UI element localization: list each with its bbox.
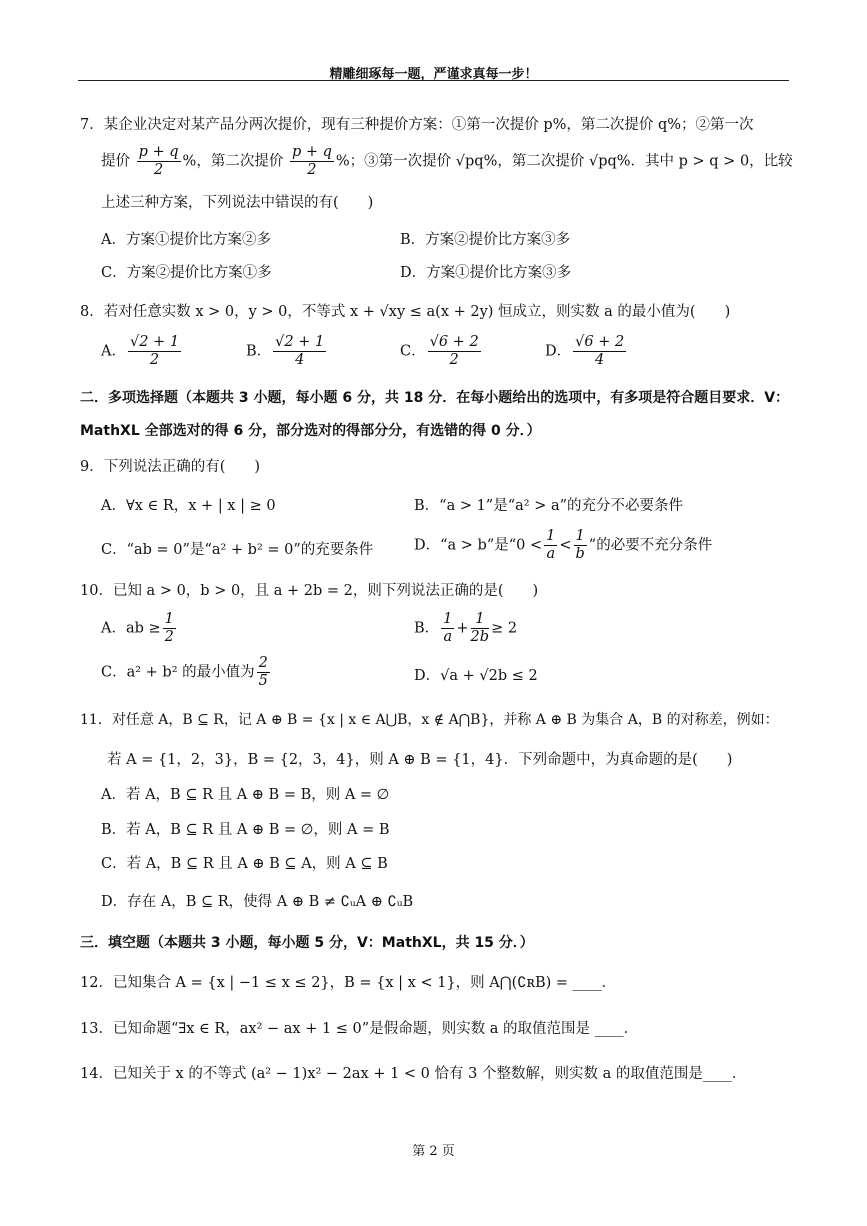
q8-option-a: A． $\frac{√2 + 1}{2}$ bbox=[101, 334, 180, 368]
q10-stem: 10．已知 a > 0，b > 0，且 a + 2b = 2，则下列说法正确的是( ) bbox=[80, 583, 539, 599]
q8-stem: 8．若对任意实数 x > 0，y > 0，不等式 x + √xy ≤ a(x + 2y) 恒成立，则实数 a 的最小值为( ) bbox=[80, 304, 731, 320]
q7-line1: 7．某企业决定对某产品分两次提价，现有三种提价方案：①第一次提价 p%，第二次提价 q%；②第一次 bbox=[80, 117, 754, 133]
q10-option-d: D．√a + √2b ≤ 2 bbox=[414, 668, 538, 684]
q8-option-c: C． $\frac{√6 + 2}{2}$ bbox=[400, 334, 479, 368]
q7-fraction-2: $\frac{p + q}{2}$ bbox=[291, 144, 332, 178]
q10-option-a: A．ab ≥ $\frac{1}{2}$ bbox=[101, 611, 174, 645]
q7-line3: 上述三种方案，下列说法中错误的有( ) bbox=[101, 195, 374, 211]
section-2-title: 二．多项选择题（本题共 3 小题，每小题 6 分，共 18 分．在每小题给出的选项中，有多项是符合题目要求．V： bbox=[80, 390, 790, 406]
q7-option-a: A．方案①提价比方案②多 bbox=[101, 232, 271, 248]
q10-option-b: B． $\frac{1}{a}$ + $\frac{1}{2b}$ ≥ 2 bbox=[414, 611, 518, 645]
q11-line1: 11．对任意 A，B ⊆ R，记 A ⊕ B = {x | x ∈ A⋃B，x ∉ A⋂B}，并称 A ⊕ B 为集合 A，B 的对称差，例如： bbox=[80, 712, 779, 728]
header-divider bbox=[78, 80, 789, 81]
q11-option-d: D．存在 A，B ⊆ R，使得 A ⊕ B ≠ ∁ᵤA ⊕ ∁ᵤB bbox=[101, 894, 414, 910]
q11-option-b: B．若 A，B ⊆ R 且 A ⊕ B = ∅，则 A = B bbox=[101, 822, 390, 838]
q13-stem: 13．已知命题“∃x ∈ R，ax² − ax + 1 ≤ 0”是假命题，则实数 a 的取值范围是 ____． bbox=[80, 1021, 639, 1037]
q9-option-a: A．∀x ∈ R，x + | x | ≥ 0 bbox=[101, 498, 276, 514]
q7-option-b: B．方案②提价比方案③多 bbox=[400, 232, 571, 248]
section-3-title: 三．填空题（本题共 3 小题，每小题 5 分，V：MathXL，共 15 分．） bbox=[80, 935, 534, 951]
q10-option-c: C．a² + b² 的最小值为 $\frac{2}{5}$ bbox=[101, 655, 268, 689]
q9-option-b: B．“a > 1”是“a² > a”的充分不必要条件 bbox=[414, 498, 684, 514]
q11-option-a: A．若 A，B ⊆ R 且 A ⊕ B = B，则 A = ∅ bbox=[101, 787, 390, 803]
q9-stem: 9．下列说法正确的有( ) bbox=[80, 459, 261, 475]
q7-option-d: D．方案①提价比方案③多 bbox=[400, 265, 572, 281]
q11-line2: 若 A = {1，2，3}，B = {2，3，4}，则 A ⊕ B = {1，4}．下列命题中，为真命题的是( ) bbox=[107, 752, 733, 768]
section-2-note: MathXL 全部选对的得 6 分，部分选对的得部分分，有选错的得 0 分．） bbox=[80, 423, 541, 439]
q11-option-c: C．若 A，B ⊆ R 且 A ⊕ B ⊆ A，则 A ⊆ B bbox=[101, 856, 388, 872]
q12-stem: 12．已知集合 A = {x | −1 ≤ x ≤ 2}，B = {x | x < 1}，则 A⋂(∁ʀB) = ____． bbox=[80, 975, 617, 991]
page-number: 第 2 页 bbox=[412, 1144, 455, 1159]
page-header: 精雕细琢每一题，严谨求真每一步！ bbox=[329, 67, 538, 82]
q8-option-b: B． $\frac{√2 + 1}{4}$ bbox=[246, 334, 325, 368]
q9-option-d: D．“a > b”是“0 < $\frac{1}{a}$ < $\frac{1}{b}$ ”的必要不充分条件 bbox=[414, 528, 713, 562]
q7-line2: 提价 $\frac{p + q}{2}$ %，第二次提价 $\frac{p + q}{2}$ %；③第一次提价 √pq%，第二次提价 √pq%．其中 p > q > 0，比较 bbox=[101, 144, 793, 178]
q9-option-c: C．“ab = 0”是“a² + b² = 0”的充要条件 bbox=[101, 542, 374, 558]
q7-fraction-1: $\frac{p + q}{2}$ bbox=[138, 144, 179, 178]
q8-option-d: D． $\frac{√6 + 2}{4}$ bbox=[545, 334, 625, 368]
q7-option-c: C．方案②提价比方案①多 bbox=[101, 265, 272, 281]
q14-stem: 14．已知关于 x 的不等式 (a² − 1)x² − 2ax + 1 < 0 恰有 3 个整数解，则实数 a 的取值范围是____． bbox=[80, 1066, 747, 1082]
